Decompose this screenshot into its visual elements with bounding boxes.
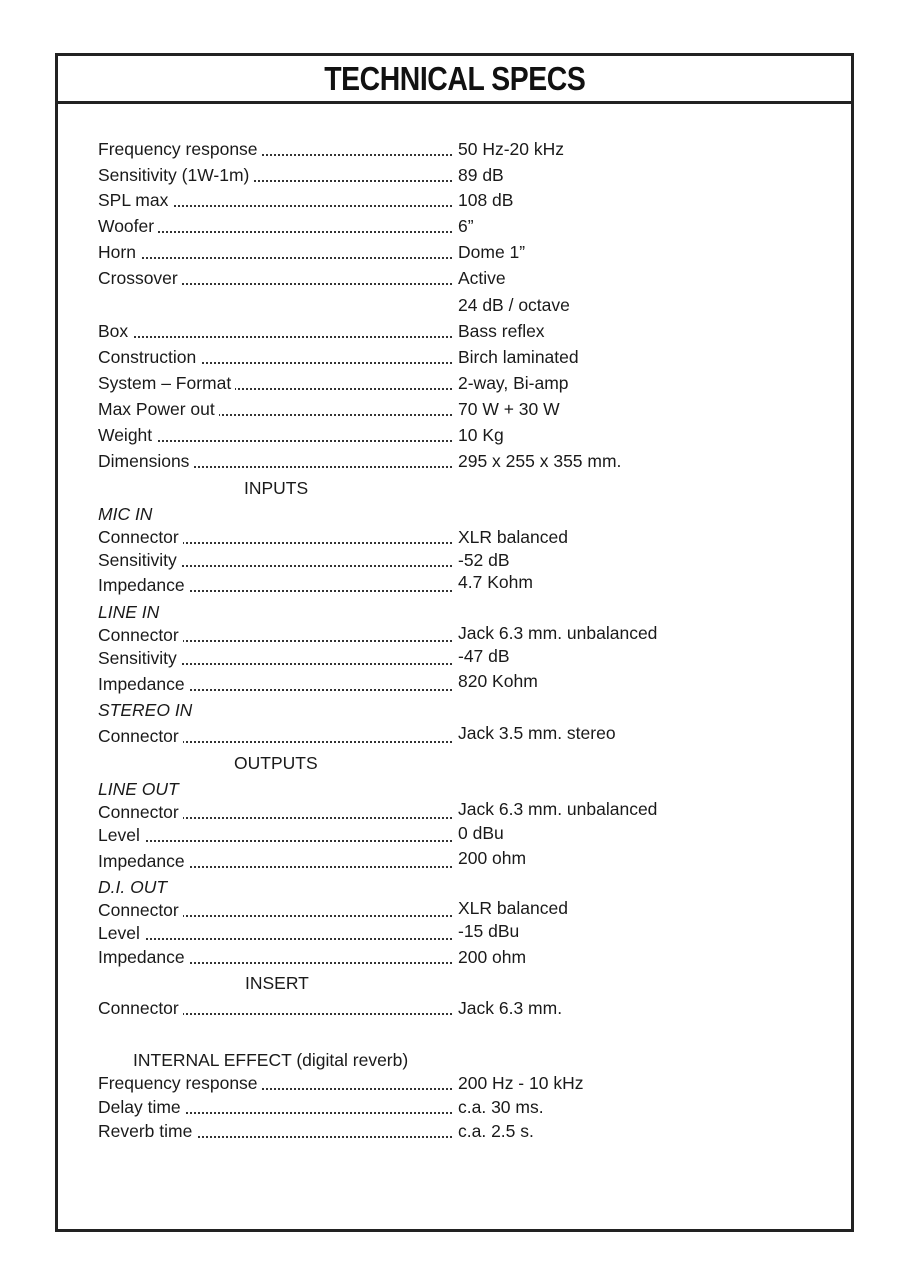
spec-value: 820 Kohm — [458, 671, 538, 691]
section-heading-insert: INSERT — [245, 973, 309, 993]
spec-label: Level — [98, 923, 144, 943]
spec-value: Active — [458, 268, 506, 288]
spec-row — [98, 163, 678, 187]
spec-row — [98, 573, 678, 597]
spec-value: 6” — [458, 216, 474, 236]
spec-value: 108 dB — [458, 190, 514, 210]
spec-label: Horn — [98, 242, 140, 262]
spec-label: Impedance — [98, 575, 189, 595]
spec-value: 10 Kg — [458, 425, 504, 445]
spec-label: Connector — [98, 900, 183, 920]
spec-row — [98, 921, 678, 945]
spec-value-continued: 24 dB / octave — [458, 295, 570, 315]
spec-value: Bass reflex — [458, 321, 545, 341]
spec-row — [98, 449, 678, 473]
spec-row — [98, 345, 678, 369]
spec-row — [98, 397, 678, 421]
spec-label: Construction — [98, 347, 200, 367]
spec-label: Connector — [98, 527, 183, 547]
spec-row — [98, 623, 678, 647]
subsection-heading-di-out: D.I. OUT — [98, 877, 168, 897]
spec-label: Level — [98, 825, 144, 845]
section-heading-inputs: INPUTS — [244, 478, 309, 498]
spec-value: Jack 6.3 mm. — [458, 998, 563, 1018]
spec-value: c.a. 30 ms. — [458, 1097, 544, 1117]
spec-label: Frequency response — [98, 1073, 262, 1093]
spec-value: 200 ohm — [458, 947, 527, 967]
spec-row — [98, 823, 678, 847]
spec-value: 2-way, Bi-amp — [458, 373, 569, 393]
spec-label: Max Power out — [98, 399, 219, 419]
spec-value: Jack 6.3 mm. unbalanced — [458, 799, 658, 819]
spec-row — [98, 1071, 678, 1095]
spec-row — [98, 724, 678, 748]
spec-value: 0 dBu — [458, 823, 504, 843]
spec-row — [98, 646, 678, 670]
spec-row — [98, 371, 678, 395]
spec-label: Sensitivity — [98, 648, 181, 668]
spec-row — [98, 800, 678, 824]
spec-row — [98, 137, 678, 161]
spec-row — [98, 672, 678, 696]
spec-value: 200 Hz - 10 kHz — [458, 1073, 584, 1093]
spec-value: XLR balanced — [458, 898, 568, 918]
spec-value: Birch laminated — [458, 347, 579, 367]
subsection-heading-line-out: LINE OUT — [98, 779, 179, 799]
spec-row — [98, 548, 678, 572]
page-title: TECHNICAL SPECS — [323, 59, 586, 97]
spec-label: Connector — [98, 802, 183, 822]
section-heading-internal-effect: INTERNAL EFFECT (digital reverb) — [133, 1050, 409, 1070]
spec-row — [98, 945, 678, 969]
spec-row — [98, 240, 678, 264]
spec-value: 200 ohm — [458, 848, 527, 868]
spec-value: -15 dBu — [458, 921, 520, 941]
spec-label: Sensitivity — [98, 550, 181, 570]
spec-label: Frequency response — [98, 139, 262, 159]
spec-value: -47 dB — [458, 646, 510, 666]
spec-row — [98, 1095, 678, 1119]
spec-value: 89 dB — [458, 165, 504, 185]
spec-row — [98, 214, 678, 238]
spec-label: Dimensions — [98, 451, 193, 471]
spec-value: Jack 3.5 mm. stereo — [458, 723, 616, 743]
spec-label: Connector — [98, 625, 183, 645]
spec-row — [98, 525, 678, 549]
spec-value: XLR balanced — [458, 527, 568, 547]
spec-label: Impedance — [98, 851, 189, 871]
spec-label: Reverb time — [98, 1121, 196, 1141]
subsection-heading-stereo-in: STEREO IN — [98, 700, 193, 720]
spec-row — [98, 849, 678, 873]
title-bar — [58, 56, 851, 104]
spec-row — [98, 266, 678, 290]
spec-value: 70 W + 30 W — [458, 399, 560, 419]
spec-label: Impedance — [98, 674, 189, 694]
spec-label: Connector — [98, 998, 183, 1018]
section-heading-outputs: OUTPUTS — [234, 753, 318, 773]
spec-label: Impedance — [98, 947, 189, 967]
spec-value: Dome 1” — [458, 242, 526, 262]
spec-value: Jack 6.3 mm. unbalanced — [458, 623, 658, 643]
spec-label: Delay time — [98, 1097, 185, 1117]
spec-row — [98, 423, 678, 447]
spec-value: c.a. 2.5 s. — [458, 1121, 534, 1141]
spec-row — [98, 996, 678, 1020]
spec-label: Box — [98, 321, 132, 341]
spec-row — [98, 898, 678, 922]
spec-row — [98, 319, 678, 343]
spec-value: -52 dB — [458, 550, 510, 570]
spec-value: 295 x 255 x 355 mm. — [458, 451, 622, 471]
spec-label: Sensitivity (1W-1m) — [98, 165, 253, 185]
spec-label: Woofer — [98, 216, 158, 236]
spec-label: System – Format — [98, 373, 235, 393]
spec-label: Crossover — [98, 268, 182, 288]
spec-label: Connector — [98, 726, 183, 746]
subsection-heading-line-in: LINE IN — [98, 602, 160, 622]
spec-label: SPL max — [98, 190, 172, 210]
spec-row — [98, 188, 678, 212]
subsection-heading-mic-in: MIC IN — [98, 504, 153, 524]
spec-row — [98, 1119, 678, 1143]
spec-label: Weight — [98, 425, 156, 445]
spec-value: 50 Hz-20 kHz — [458, 139, 565, 159]
spec-value: 4.7 Kohm — [458, 572, 533, 592]
